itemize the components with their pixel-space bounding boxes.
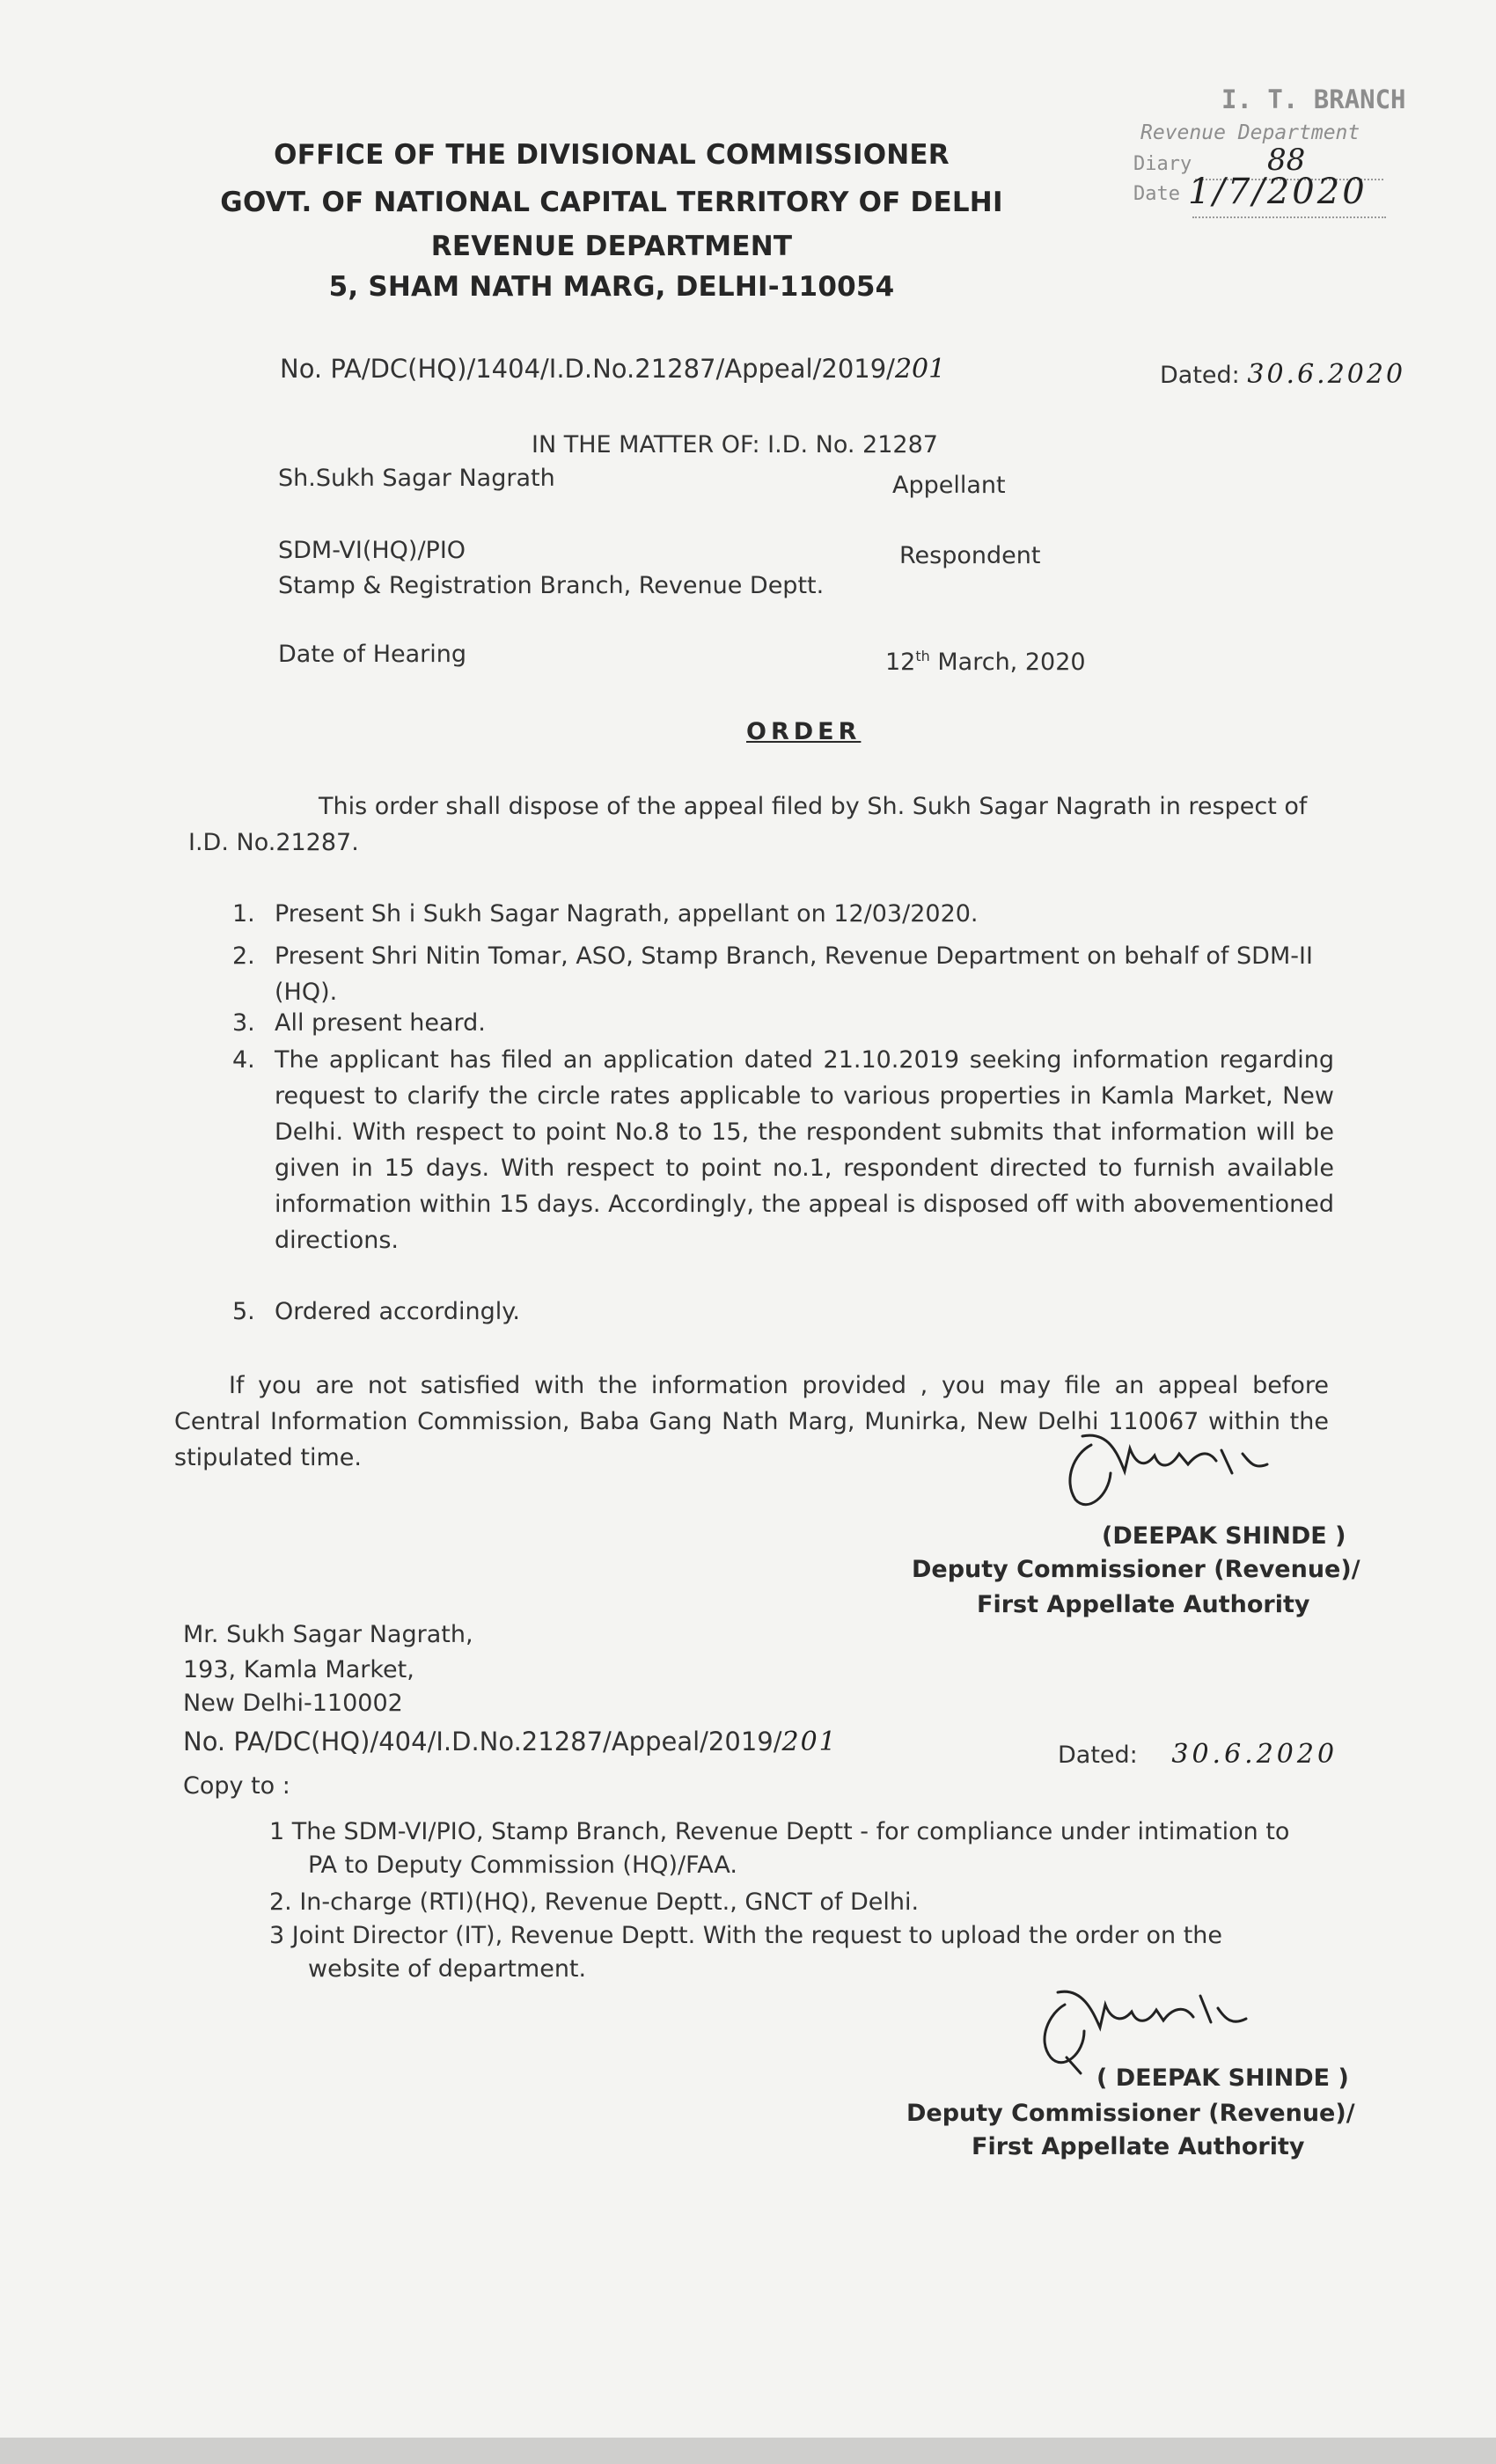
order-item-text: Ordered accordingly. — [275, 1298, 520, 1325]
signature-2-title-1: Deputy Commissioner (Revenue)/ — [906, 2100, 1355, 2127]
signature-1-name: (DEEPAK SHINDE ) — [1102, 1522, 1346, 1550]
order-item-number: 1. — [232, 900, 255, 928]
stamp-date-label: Date — [1133, 183, 1180, 205]
copy-dated-label: Dated: — [1058, 1742, 1138, 1769]
address-line-2: 193, Kamla Market, — [183, 1656, 414, 1683]
reference-number-handwritten: 201 — [894, 354, 946, 385]
copy-item-3-line-1: 3 Joint Director (IT), Revenue Deptt. With the request to upload the order on the — [269, 1922, 1223, 1949]
copy-to-label: Copy to : — [183, 1772, 290, 1800]
stamp-diary-label: Diary — [1133, 153, 1192, 175]
signature-2-name: ( DEEPAK SHINDE ) — [1096, 2064, 1349, 2092]
header-department: REVENUE DEPARTMENT — [430, 231, 793, 262]
copy-reference-dated — [1058, 1739, 1338, 1770]
address-line-3: New Delhi-110002 — [183, 1690, 403, 1717]
signature-2-image — [1030, 1969, 1294, 2075]
copy-item-1-line-1: 1 The SDM-VI/PIO, Stamp Branch, Revenue Deptt - for compliance under intimation to — [269, 1818, 1290, 1845]
respondent-name: SDM-VI(HQ)/PIO — [278, 537, 466, 564]
stamp-branch: I. T. BRANCH — [1221, 84, 1406, 114]
hearing-month-year: March, 2020 — [937, 649, 1086, 676]
respondent-branch: Stamp & Registration Branch, Revenue Deptt. — [278, 572, 825, 599]
hearing-date — [885, 648, 1086, 676]
header-govt: GOVT. OF NATIONAL CAPITAL TERRITORY OF DELHI — [220, 187, 1003, 218]
order-item-3 — [232, 1005, 1331, 1041]
address-line-1: Mr. Sukh Sagar Nagrath, — [183, 1621, 473, 1648]
copy-reference-number — [183, 1727, 838, 1757]
header-office: OFFICE OF THE DIVISIONAL COMMISSIONER — [274, 139, 950, 171]
copy-reference-text: No. PA/DC(HQ)/404/I.D.No.21287/Appeal/2019/ — [183, 1727, 782, 1756]
stamp-diary-number: 88 — [1267, 143, 1306, 178]
reference-number-text: No. PA/DC(HQ)/1404/I.D.No.21287/Appeal/2019/ — [280, 354, 895, 384]
header-address: 5, SHAM NATH MARG, DELHI-110054 — [328, 271, 895, 303]
hearing-day-suffix: th — [915, 648, 930, 664]
order-item-5 — [232, 1294, 1331, 1330]
hearing-label: Date of Hearing — [278, 641, 467, 668]
copy-dated-handwritten: 30.6.2020 — [1171, 1739, 1338, 1770]
signature-1-image — [1056, 1419, 1320, 1515]
order-item-1 — [232, 896, 1331, 932]
order-item-number: 2. — [232, 942, 255, 970]
order-title: ORDER — [746, 718, 862, 745]
copy-item-1-line-2: PA to Deputy Commission (HQ)/FAA. — [308, 1852, 737, 1879]
order-item-text: All present heard. — [275, 1009, 486, 1037]
order-item-2 — [232, 938, 1331, 1010]
dated-handwritten: 30.6.2020 — [1247, 359, 1406, 390]
matter-label: IN THE MATTER OF: I.D. No. 21287 — [532, 431, 938, 458]
copy-item-2: 2. In-charge (RTI)(HQ), Revenue Deptt., GNCT of Delhi. — [269, 1888, 920, 1916]
dated-label: Dated: — [1160, 362, 1240, 389]
signature-1-title-1: Deputy Commissioner (Revenue)/ — [912, 1556, 1360, 1583]
order-item-text: The applicant has filed an application dated 21.10.2019 seeking information regarding request to clarify the circle rates applicable to various properties in Kamla Market, New Delhi. With respect to point No.8 to 15, the respondent submits that information will be given in 15 days. With respect to point no.1, respondent directed to furnish available information within 15 days. Accordingly, the appeal is disposed off with abovementioned directions. — [275, 1046, 1334, 1254]
appellant-name: Sh.Sukh Sagar Nagrath — [278, 465, 555, 492]
order-item-number: 3. — [232, 1009, 255, 1037]
copy-reference-handwritten: 201 — [781, 1727, 838, 1757]
copy-item-3-line-2: website of department. — [308, 1955, 587, 1983]
order-item-4 — [232, 1042, 1334, 1258]
reference-dated — [1160, 359, 1405, 390]
respondent-role: Respondent — [899, 542, 1041, 569]
stamp-department: Revenue Department — [1140, 121, 1360, 144]
order-item-text: Present Sh i Sukh Sagar Nagrath, appellant on 12/03/2020. — [275, 900, 979, 928]
scan-bottom-edge — [0, 2438, 1496, 2464]
stamp-date-value: 1/7/2020 — [1188, 172, 1368, 212]
hearing-day: 12 — [885, 649, 916, 676]
order-item-number: 4. — [232, 1046, 255, 1074]
order-item-text: Present Shri Nitin Tomar, ASO, Stamp Branch, Revenue Department on behalf of SDM-II (HQ). — [275, 942, 1313, 1006]
signature-1-title-2: First Appellate Authority — [977, 1591, 1310, 1618]
signature-2-title-2: First Appellate Authority — [972, 2133, 1305, 2160]
order-intro: This order shall dispose of the appeal filed by Sh. Sukh Sagar Nagrath in respect of I.D. No.21287. — [188, 793, 1308, 856]
reference-number — [280, 354, 945, 385]
appellant-role: Appellant — [892, 472, 1006, 499]
order-item-number: 5. — [232, 1298, 255, 1325]
appeal-note: If you are not satisfied with the information provided , you may file an appeal before Central Information Commission, Baba Gang Nath Marg, Munirka, New Delhi 110067 within the stipulated time. — [174, 1372, 1329, 1471]
